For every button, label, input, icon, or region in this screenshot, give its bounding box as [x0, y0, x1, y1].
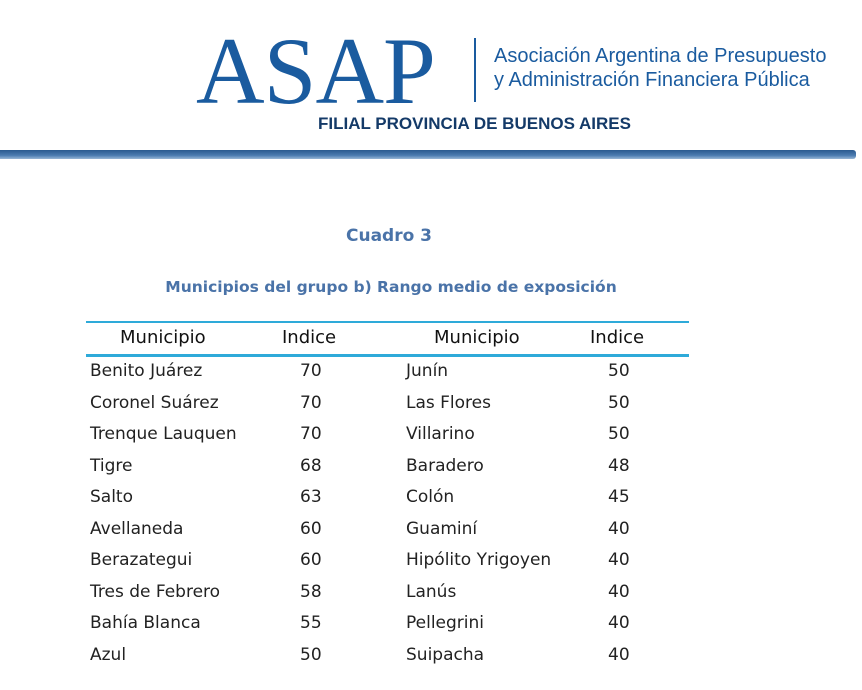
municipio-cell: Suipacha [406, 644, 485, 665]
municipio-cell: Benito Juárez [90, 361, 203, 381]
municipio-cell: Guaminí [406, 518, 478, 539]
municipio-cell: Tigre [90, 455, 133, 476]
indice-cell: 40 [608, 644, 630, 665]
municipio-cell: Villarino [406, 424, 475, 444]
indice-cell: 50 [608, 361, 630, 381]
indice-cell: 50 [608, 424, 630, 444]
indice-cell: 40 [608, 613, 630, 633]
header-rule [0, 150, 856, 159]
table-row [86, 361, 689, 392]
municipio-cell: Coronel Suárez [90, 392, 219, 413]
municipio-cell: Bahía Blanca [90, 613, 201, 633]
table-row [86, 582, 689, 613]
indice-cell: 40 [608, 581, 630, 602]
organization-name-line-1: Asociación Argentina de Presupuesto [494, 45, 827, 67]
table-header-rule [86, 354, 689, 357]
table-caption-title: Municipios del grupo b) Rango medio de exposición [165, 278, 617, 296]
table-row [86, 550, 689, 581]
indice-cell: 45 [608, 487, 630, 507]
indice-cell: 48 [608, 455, 630, 476]
table-caption-number: Cuadro 3 [345, 226, 433, 246]
indice-cell: 70 [300, 424, 322, 444]
asap-logo: ASAP [196, 18, 435, 124]
municipio-cell: Lanús [406, 581, 457, 602]
table-row [86, 456, 689, 487]
column-header-municipio-1: Municipio [120, 327, 206, 348]
organization-name-line-2: y Administración Financiera Pública [494, 69, 810, 91]
municipio-cell: Colón [406, 487, 455, 507]
municipio-cell: Tres de Febrero [90, 581, 221, 602]
municipio-cell: Azul [90, 644, 127, 665]
table-row [86, 519, 689, 550]
organization-name [494, 44, 826, 92]
table-row [86, 487, 689, 518]
indice-cell: 70 [300, 392, 322, 413]
table-top-rule [86, 321, 689, 323]
indice-cell: 58 [300, 581, 322, 602]
filial-name: FILIAL PROVINCIA DE BUENOS AIRES [318, 114, 631, 133]
indice-cell: 55 [300, 613, 322, 633]
column-header-indice-2: Indice [590, 327, 645, 348]
logo-divider [474, 38, 476, 102]
indice-cell: 68 [300, 455, 322, 476]
municipio-cell: Pellegrini [406, 613, 485, 633]
indice-cell: 50 [300, 644, 322, 665]
table-header-row [86, 326, 689, 354]
table-row [86, 613, 689, 644]
indice-cell: 50 [608, 392, 630, 413]
table-row [86, 424, 689, 455]
municipio-cell: Las Flores [406, 392, 491, 413]
indice-cell: 40 [608, 550, 630, 570]
indice-cell: 63 [300, 487, 322, 507]
indice-cell: 70 [300, 361, 322, 381]
table-row [86, 645, 689, 676]
column-header-municipio-2: Municipio [434, 327, 520, 348]
indice-cell: 40 [608, 518, 630, 539]
municipio-cell: Berazategui [90, 550, 193, 570]
municipio-cell: Trenque Lauquen [90, 424, 237, 444]
column-header-indice-1: Indice [282, 327, 337, 348]
municipio-cell: Salto [90, 487, 133, 507]
indice-cell: 60 [300, 550, 322, 570]
table-row [86, 393, 689, 424]
municipio-cell: Avellaneda [90, 518, 184, 539]
indice-cell: 60 [300, 518, 322, 539]
municipio-cell: Hipólito Yrigoyen [406, 550, 552, 570]
municipio-cell: Baradero [406, 455, 484, 476]
municipio-cell: Junín [406, 361, 449, 381]
